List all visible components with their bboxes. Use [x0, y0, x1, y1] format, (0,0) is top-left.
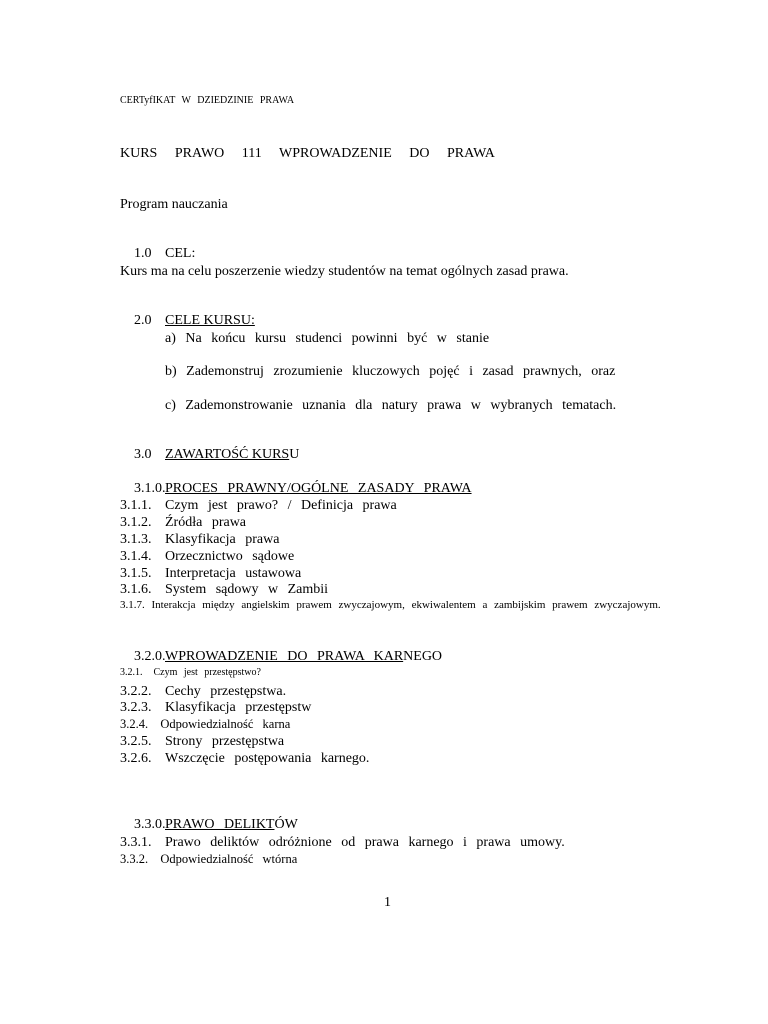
section-title-rest: U	[289, 447, 300, 462]
item-text: Orzecznictwo sądowe	[165, 549, 295, 564]
item-number: 3.2.3.	[120, 700, 152, 715]
item-number: 3.1.2.	[120, 515, 152, 530]
item-text: Interpretacja ustawowa	[165, 566, 302, 581]
section-number: 3.0	[134, 447, 152, 462]
program-label: Program nauczania	[120, 197, 228, 212]
item-number: 3.1.5.	[120, 566, 152, 581]
list-item	[120, 700, 312, 716]
list-item	[120, 515, 247, 531]
item-number: 3.2.1.	[120, 667, 143, 678]
item-text: Klasyfikacja prawa	[165, 532, 280, 547]
item-text: System sądowy w Zambii	[165, 582, 329, 597]
section-2-heading	[120, 297, 255, 345]
item-number: 3.2.2.	[120, 684, 152, 699]
item-text: Odpowiedzialność wtórna	[160, 852, 298, 866]
list-item	[120, 751, 370, 767]
list-item	[120, 549, 295, 565]
aim-paragraph: Kurs ma na celu poszerzenie wiedzy studentów na temat ogólnych zasad prawa.	[120, 264, 569, 279]
list-item	[120, 734, 285, 750]
list-item	[120, 582, 329, 598]
item-number: 3.1.6.	[120, 582, 152, 597]
section-number: 3.1.0.	[134, 481, 166, 496]
item-text: Interakcja między angielskim prawem zwyczajowym, ekwiwalentem a zambijskim prawem zwyczajowym.	[151, 599, 661, 611]
item-number: 3.3.1.	[120, 835, 152, 850]
item-number: 3.2.5.	[120, 734, 152, 749]
item-number: 3.1.1.	[120, 498, 152, 513]
item-text: Czym jest prawo? / Definicja prawa	[165, 498, 397, 513]
section-number: 2.0	[134, 313, 152, 328]
course-title: KURS PRAWO 111 WPROWADZENIE DO PRAWA	[120, 146, 495, 161]
section-number: 3.3.0.	[134, 817, 166, 832]
certificate-heading: CERTyfIKAT W DZIEDZINIE PRAWA	[120, 95, 295, 106]
item-number: 3.1.4.	[120, 549, 152, 564]
list-item	[120, 835, 565, 851]
item-number: 3.3.2.	[120, 852, 149, 866]
item-text: Strony przestępstwa	[165, 734, 285, 749]
item-text: Odpowiedzialność karna	[160, 717, 291, 731]
section-title: PRAWO DELIKT	[165, 817, 275, 832]
item-text: Cechy przestępstwa.	[165, 684, 287, 699]
item-number: 3.2.4.	[120, 717, 149, 731]
section-number: 3.2.0.	[134, 649, 166, 664]
item-text: Klasyfikacja przestępstw	[165, 700, 312, 715]
item-text: Czym jest przestępstwo?	[153, 667, 261, 678]
section-number: 1.0	[134, 246, 152, 261]
section-title: PROCES PRAWNY/OGÓLNE ZASADY PRAWA	[165, 481, 472, 496]
list-item	[120, 498, 397, 514]
section-title: ZAWARTOŚĆ KURS	[165, 447, 290, 462]
list-item	[120, 532, 280, 548]
item-text: Prawo deliktów odróżnione od prawa karnego i prawa umowy.	[165, 835, 565, 850]
list-item	[120, 717, 290, 732]
item-number: 3.1.3.	[120, 532, 152, 547]
section-title: WPROWADZENIE DO PRAWA KAR	[165, 649, 404, 664]
objective-item: b) Zademonstruj zrozumienie kluczowych pojęć i zasad prawnych, oraz	[165, 364, 616, 379]
section-title-rest: NEGO	[403, 649, 443, 664]
list-item	[120, 566, 302, 582]
list-item	[120, 667, 261, 678]
objective-item: c) Zademonstrowanie uznania dla natury prawa w wybranych tematach.	[165, 398, 617, 413]
section-title-rest: ÓW	[274, 817, 298, 832]
objective-item: a) Na końcu kursu studenci powinni być w stanie	[165, 331, 490, 346]
list-item	[120, 684, 287, 700]
item-number: 3.1.7.	[120, 599, 145, 611]
item-text: Źródła prawa	[165, 515, 247, 530]
section-title: CEL:	[165, 246, 196, 261]
list-item	[120, 852, 297, 867]
page-number: 1	[384, 895, 391, 910]
item-number: 3.2.6.	[120, 751, 152, 766]
list-item	[120, 599, 661, 611]
item-text: Wszczęcie postępowania karnego.	[165, 751, 370, 766]
section-title: CELE KURSU:	[165, 313, 255, 328]
